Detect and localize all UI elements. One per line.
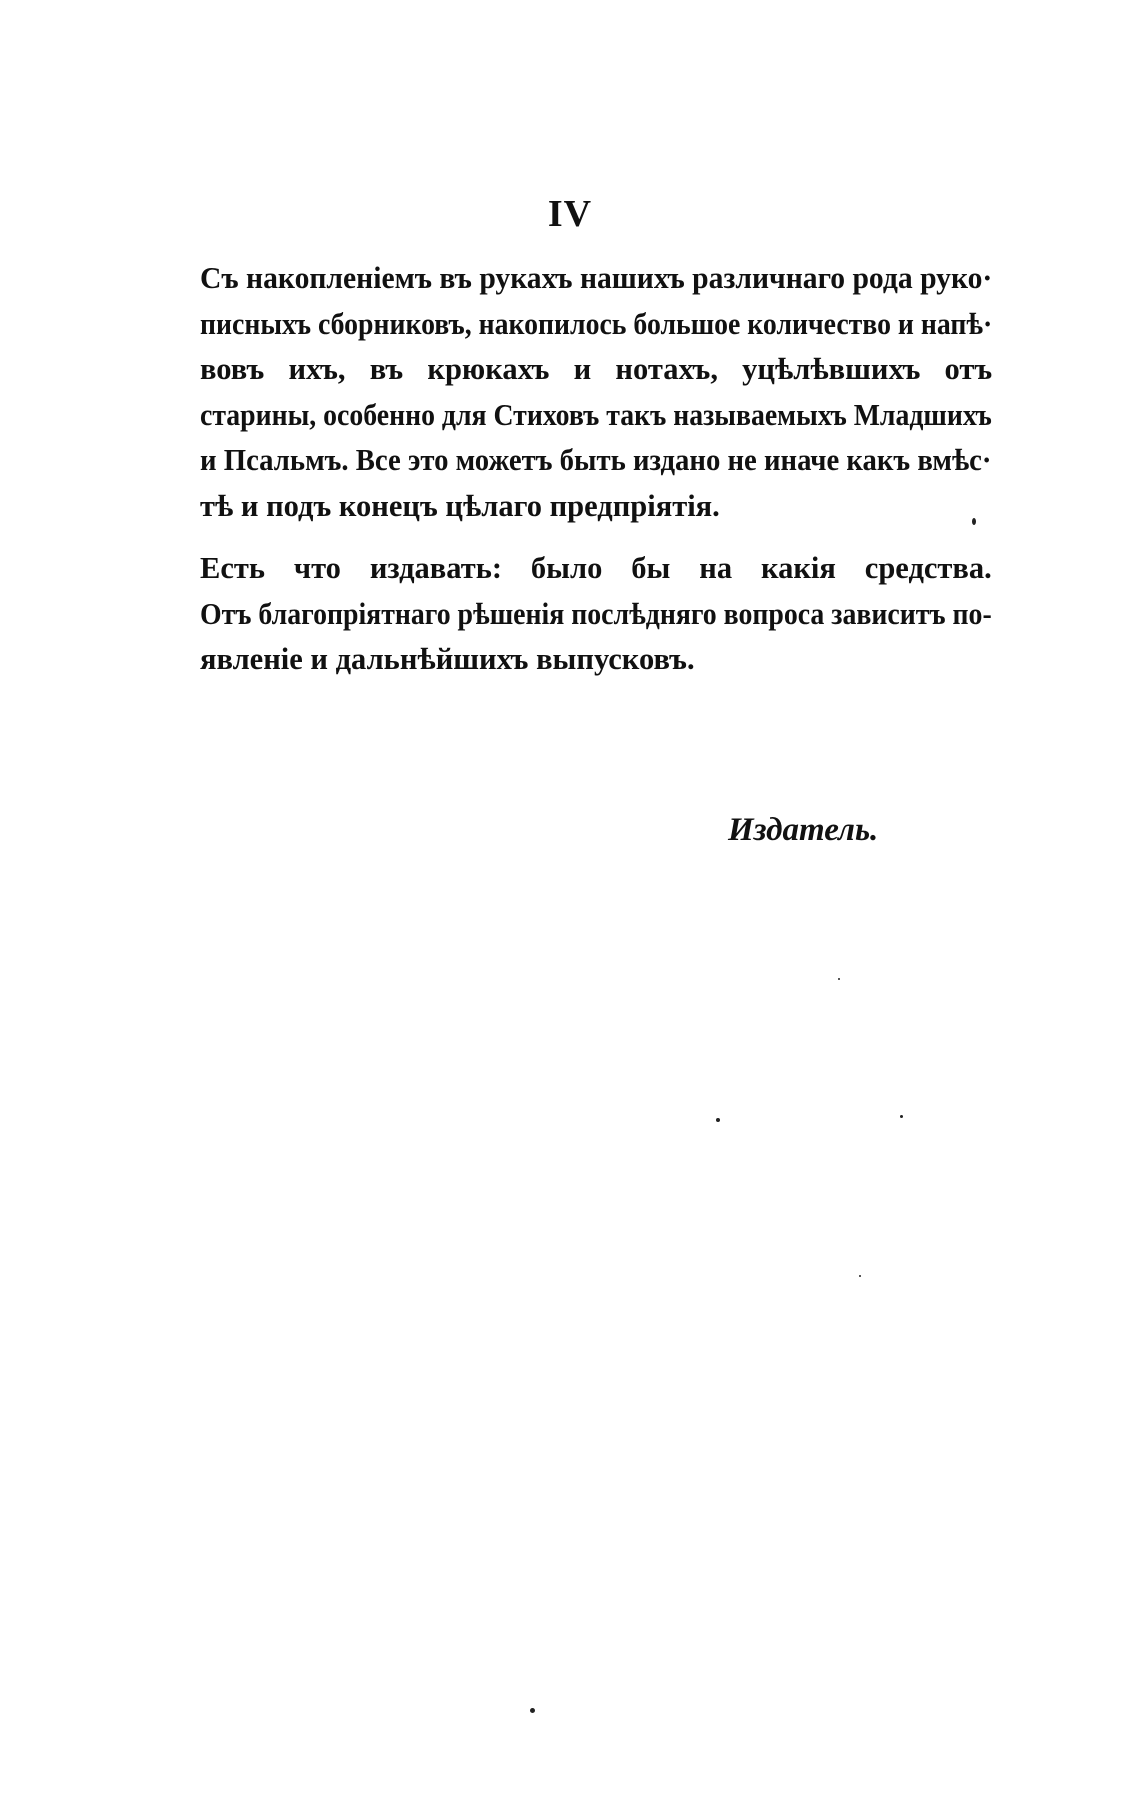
text-line: явленіе и дальнѣйшихъ выпусковъ. <box>200 642 695 676</box>
text-line: Съ накопленіемъ въ рукахъ нашихъ различнаго рода руко· <box>200 261 993 295</box>
text-line: Есть что издавать: было бы на какія средства. <box>200 551 992 585</box>
page-number: IV <box>547 193 593 235</box>
paragraph-1 <box>200 256 992 529</box>
scan-speck <box>972 518 976 525</box>
scan-speck <box>838 978 840 980</box>
scan-speck <box>859 1275 861 1277</box>
text-line: и Псальмъ. Все это можетъ быть издано не иначе какъ вмѣс· <box>200 443 992 477</box>
scan-speck <box>716 1118 720 1122</box>
scan-speck <box>530 1708 535 1713</box>
text-line: тѣ и подъ конецъ цѣлаго предпріятія. <box>200 488 720 523</box>
text-line: старины, особенно для Стиховъ такъ называемыхъ Младшихъ <box>200 397 992 432</box>
text-line: Отъ благопріятнаго рѣшенія послѣдняго вопроса зависитъ по- <box>200 596 992 631</box>
text-line: писныхъ сборниковъ, накопилось большое количество и напѣ· <box>200 306 993 341</box>
scan-speck <box>900 1115 903 1118</box>
signature-publisher: Издатель. <box>728 812 879 848</box>
paragraph-2 <box>200 546 992 683</box>
text-line: вовъ ихъ, въ крюкахъ и нотахъ, уцѣлѣвшихъ отъ <box>200 352 993 386</box>
